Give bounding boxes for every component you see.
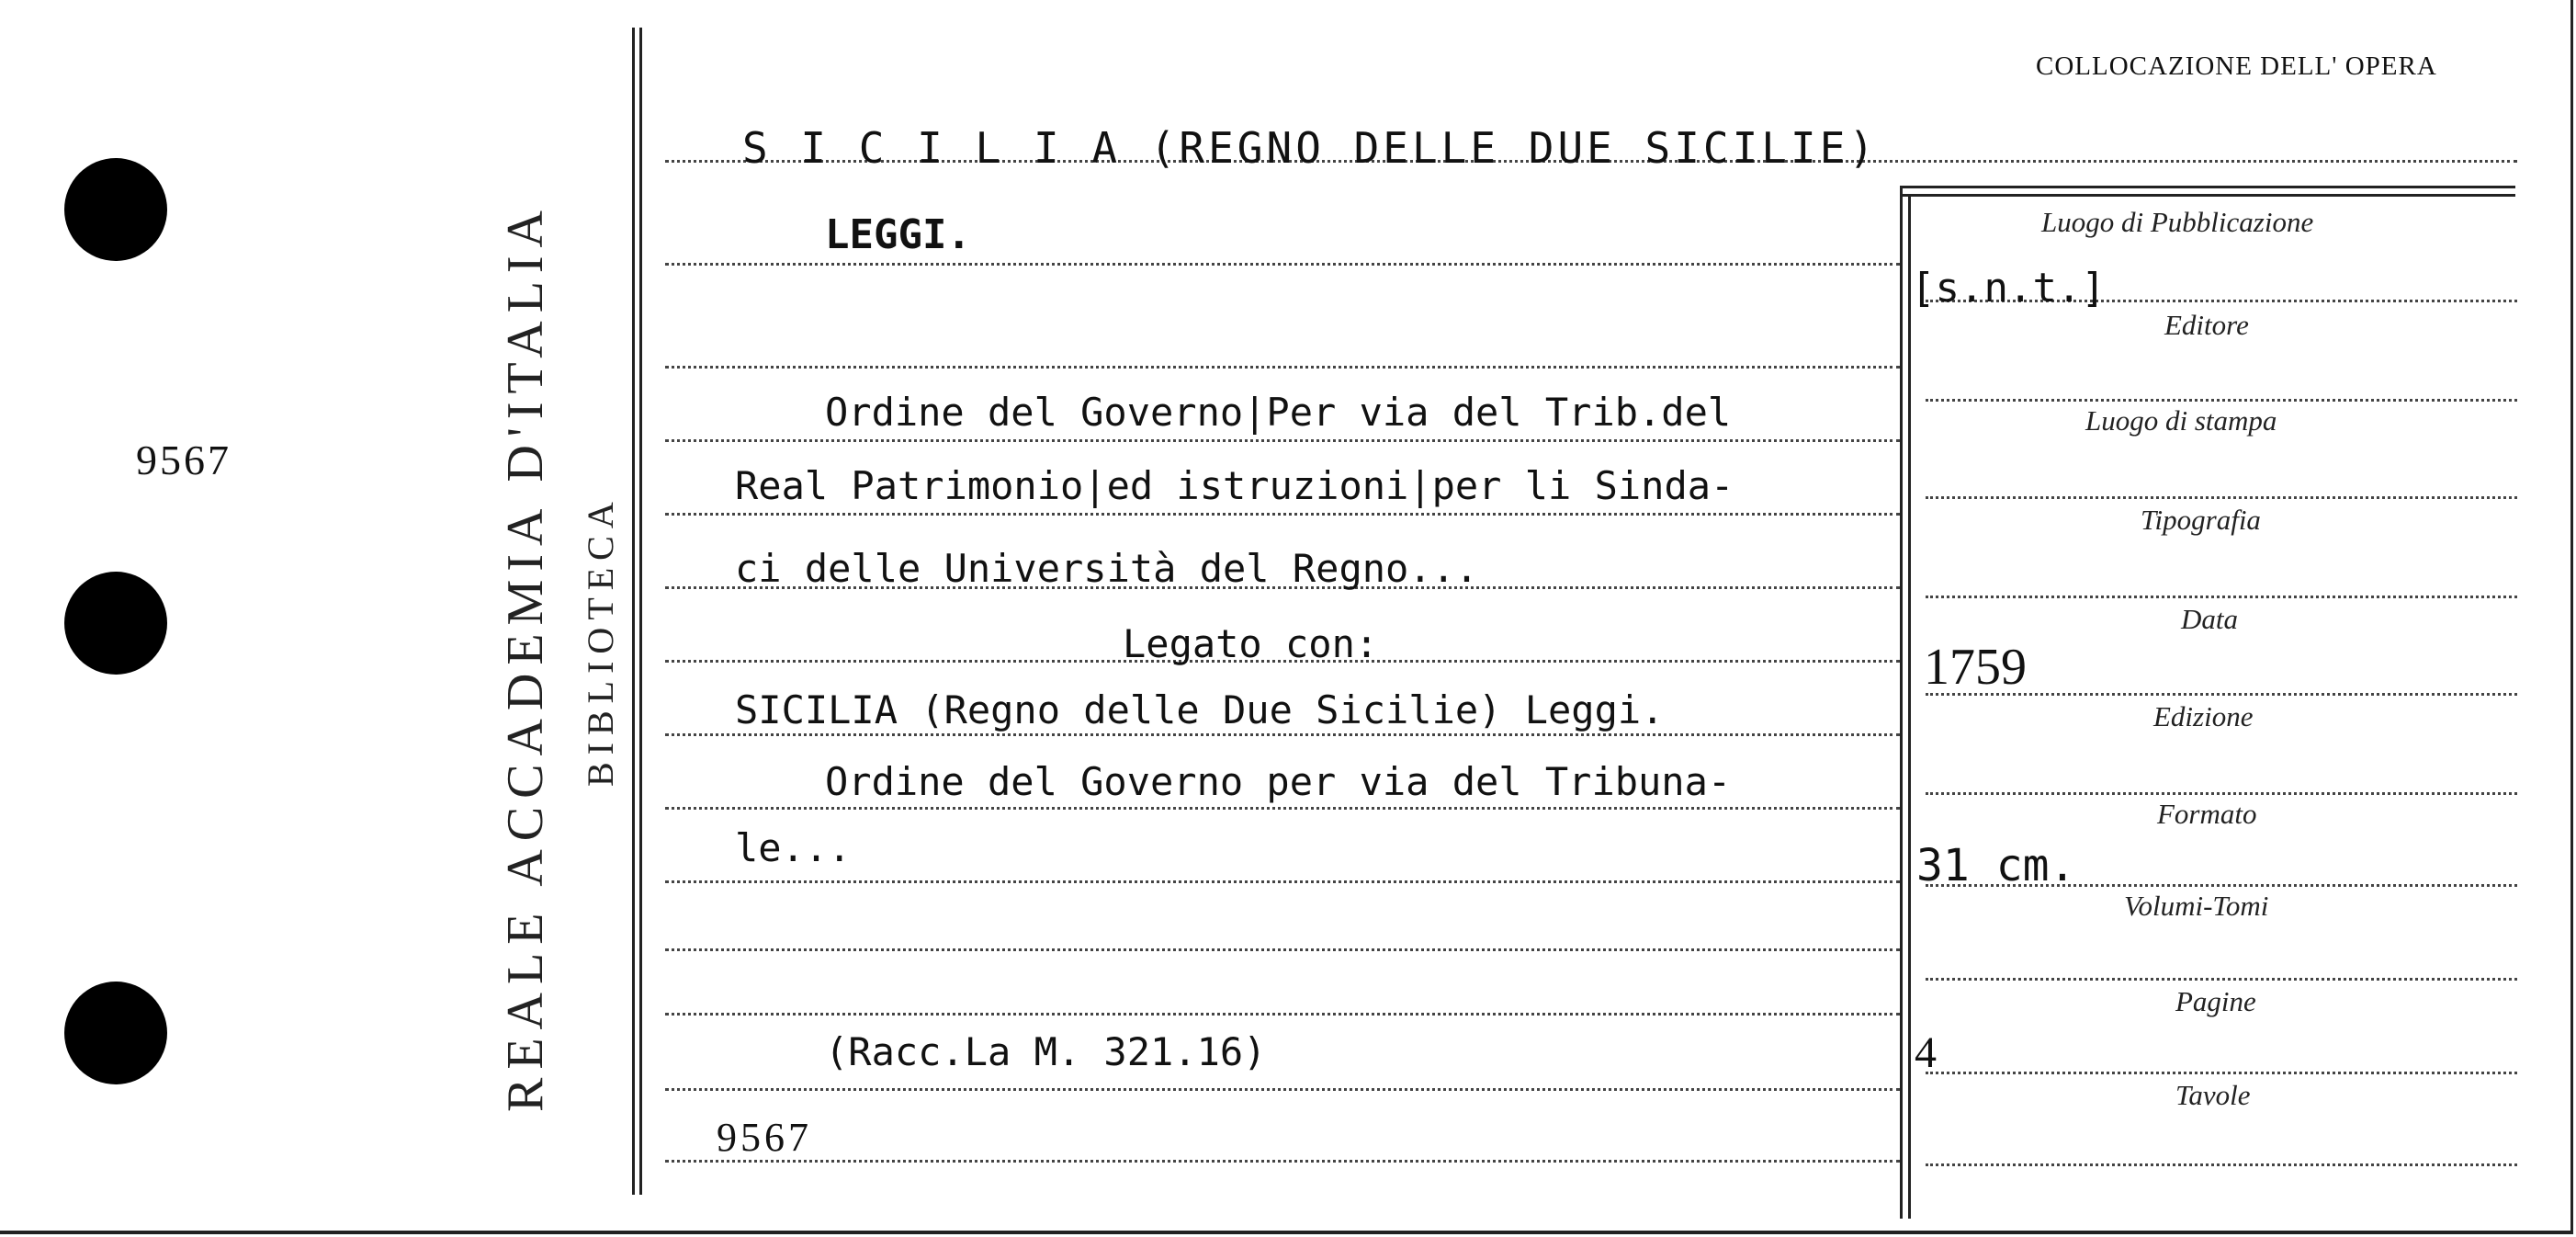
- label-tavole: Tavole: [2175, 1079, 2251, 1111]
- value-luogo-pubblicazione: [s.n.t.]: [1911, 265, 2106, 312]
- punch-hole-bottom: [64, 982, 167, 1084]
- punch-hole-middle: [64, 572, 167, 675]
- ruled-line: [665, 1088, 1900, 1091]
- value-pagine: 4: [1915, 1028, 1937, 1077]
- body-line: Legato con:: [1123, 621, 1379, 666]
- ruled-line: [665, 513, 1900, 516]
- right-box-top-2: [1900, 194, 2515, 197]
- label-data: Data: [2181, 603, 2238, 635]
- ruled-line: [665, 733, 1900, 736]
- field-line: [1926, 978, 2517, 981]
- label-tipografia: Tipografia: [2141, 504, 2261, 536]
- right-box-left-1: [1900, 186, 1903, 1219]
- ruled-line: [665, 439, 1900, 442]
- institution-name: REALE ACCADEMIA D'ITALIA: [497, 202, 554, 1112]
- field-line: [1926, 1072, 2517, 1074]
- ruled-line: [665, 366, 1900, 369]
- label-formato: Formato: [2157, 798, 2257, 830]
- shelfmark: (Racc.La M. 321.16): [825, 1029, 1267, 1074]
- inventory-number: 9567: [717, 1115, 812, 1160]
- value-formato: 31 cm.: [1916, 840, 2076, 891]
- left-rule-1: [632, 28, 635, 1195]
- collocation-label: COLLOCAZIONE DELL' OPERA: [2036, 51, 2437, 81]
- body-line: SICILIA (Regno delle Due Sicilie) Leggi.: [735, 687, 1665, 732]
- label-pagine: Pagine: [2175, 985, 2256, 1017]
- body-line: ci delle Università del Regno...: [735, 546, 1479, 591]
- ruled-line: [665, 948, 1900, 951]
- right-box-top-1: [1900, 186, 2515, 188]
- body-line: Real Patrimonio|ed istruzioni|per li Sinda-: [735, 463, 1734, 508]
- library-name: BIBLIOTECA: [580, 494, 621, 787]
- field-line: [1926, 496, 2517, 499]
- side-number: 9567: [136, 437, 232, 483]
- right-box-left-2: [1908, 194, 1911, 1219]
- ruled-line: [665, 880, 1900, 883]
- label-luogo-stampa: Luogo di stampa: [2085, 404, 2277, 437]
- ruled-line: [665, 1013, 1900, 1016]
- field-line: [1926, 792, 2517, 795]
- label-editore: Editore: [2164, 309, 2249, 341]
- value-data: 1759: [1924, 639, 2027, 696]
- ruled-line: [665, 1160, 1900, 1163]
- body-line: le...: [735, 825, 852, 870]
- punch-hole-top: [64, 158, 167, 261]
- left-rule-2: [639, 28, 642, 1195]
- field-line: [1926, 1163, 2517, 1166]
- entry-subheading: LEGGI.: [825, 211, 971, 258]
- field-line: [1926, 399, 2517, 402]
- ruled-line: [665, 807, 1900, 810]
- label-edizione: Edizione: [2153, 700, 2254, 732]
- ruled-line: [665, 263, 1900, 266]
- label-luogo-pubblicazione: Luogo di Pubblicazione: [2041, 206, 2314, 238]
- body-line: Ordine del Governo|Per via del Trib.del: [825, 390, 1732, 435]
- label-volumi-tomi: Volumi-Tomi: [2124, 890, 2269, 922]
- body-line: Ordine del Governo per via del Tribuna-: [825, 759, 1732, 804]
- field-line: [1926, 596, 2517, 598]
- entry-heading: S I C I L I A (REGNO DELLE DUE SICILIE): [742, 123, 1879, 173]
